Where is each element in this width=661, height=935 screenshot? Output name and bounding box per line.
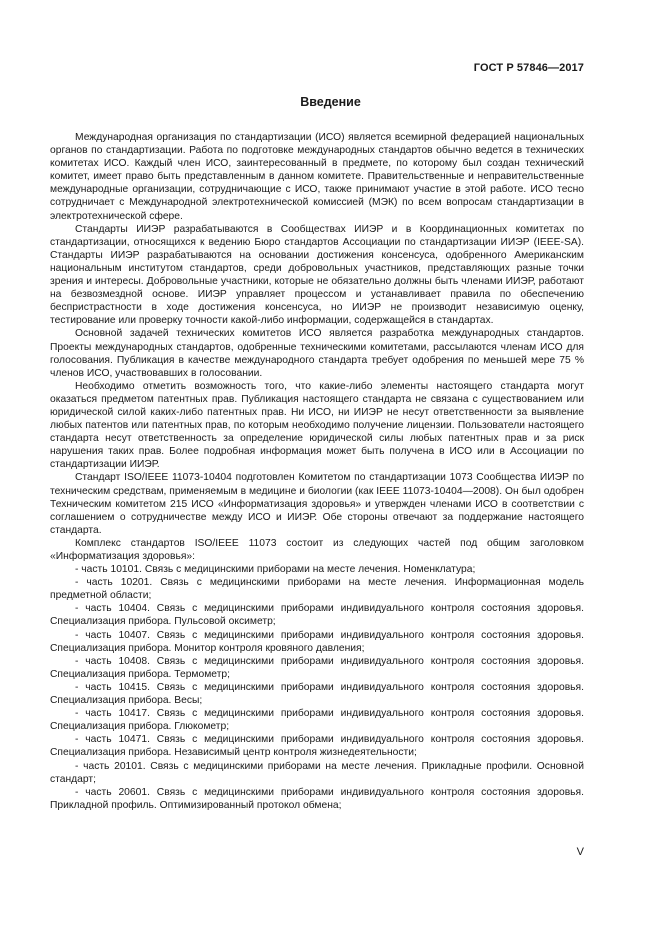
list-item: - часть 10471. Связь с медицинскими приборами индивидуального контроля состояния здоровья. Специализация прибора. Независимый центр контроля жизнедеятельности; bbox=[50, 734, 584, 759]
list-item: - часть 10101. Связь с медицинскими приборами на месте лечения. Номенклатура; bbox=[75, 564, 476, 576]
list-item: - часть 10407. Связь с медицинскими приборами индивидуального контроля состояния здоровья. Специализация прибора. Монитор контроля кровяного давления; bbox=[50, 629, 584, 654]
list-item: - часть 10404. Связь с медицинскими приборами индивидуального контроля состояния здоровья. Специализация прибора. Пульсовой оксиметр; bbox=[50, 603, 584, 628]
section-title: Введение bbox=[300, 95, 361, 109]
page-number: V bbox=[576, 846, 584, 858]
list-item: - часть 10408. Связь с медицинскими приборами индивидуального контроля состояния здоровья. Специализация прибора. Термометр; bbox=[50, 655, 584, 680]
paragraph: Необходимо отметить возможность того, что какие-либо элементы настоящего стандарта могут оказаться предметом патентных прав. Публикация настоящего стандарта не связана с существованием или юридической силой каких-либо патентных прав. Ни ИСО, ни ИИЭР не несут ответственности за выявление любых патентов или патентных прав, по которым необходимо получение лицензии. Пользователи настоящего стандарта несут ответственность за определение юридической силы любых патентных прав и за риск нарушения таких прав. Более подробная информация может быть получена в ИСО или в Ассоциации по стандартизации ИИЭР. bbox=[50, 380, 584, 471]
list-item: - часть 10415. Связь с медицинскими приборами индивидуального контроля состояния здоровья. Специализация прибора. Весы; bbox=[50, 681, 584, 707]
list-item: - часть 10417. Связь с медицинскими приборами индивидуального контроля состояния здоровья. Специализация прибора. Глюкометр; bbox=[50, 708, 584, 733]
paragraph: Основной задачей технических комитетов ИСО является разработка международных стандартов. Проекты международных стандартов, одобренные техническими комитетами, рассылаются членам ИСО для голосования. Публикация в качестве международного стандарта требует одобрения по меньшей мере 75 % членов ИСО, участвовавших в голосовании. bbox=[50, 328, 584, 379]
paragraph: Комплекс стандартов ISO/IEEE 11073 состоит из следующих частей под общим заголовком «Информатизация здоровья»: bbox=[50, 537, 584, 562]
list-item: - часть 20101. Связь с медицинскими приборами на месте лечения. Прикладные профили. Основной стандарт; bbox=[50, 760, 584, 785]
body-text bbox=[50, 131, 584, 812]
list-item: - часть 10201. Связь с медицинскими приборами на месте лечения. Информационная модель предметной области; bbox=[50, 577, 584, 602]
standard-code-header: ГОСТ Р 57846—2017 bbox=[473, 62, 584, 74]
list-item: - часть 20601. Связь с медицинскими приборами индивидуального контроля состояния здоровья. Прикладной профиль. Оптимизированный протокол обмена; bbox=[50, 786, 584, 811]
paragraph: Стандарт ISO/IEEE 11073-10404 подготовлен Комитетом по стандартизации 1073 Сообщества ИИЭР по техническим средствам, применяемым в медицине и биологии (как IEEE 11073-10404—2008). Он был одобрен Техническим комитетом 215 ИСО «Информатизация здоровья» и утвержден членами ИСО в соответствии с соглашением о сотрудничестве между ИСО и ИИЭР. Обе стороны отвечают за поддержание настоящего стандарта. bbox=[50, 472, 584, 536]
paragraph: Стандарты ИИЭР разрабатываются в Сообществах ИИЭР и в Координационных комитетах по стандартизации, относящихся к ведению Бюро стандартов Ассоциации по стандартизации ИИЭР (IEEE-SA). Стандарты ИИЭР разрабатываются на основании достижения консенсуса, одобренного Американским национальным институтом стандартов, среди добровольных участников, представляющих разные точки зрения и интересы. Добровольные участники, которые не обязательно должны быть членами ИИЭР, работают на безвозмездной основе. ИИЭР управляет процессом и устанавливает правила по обеспечению беспристрастности в ходе достижения консенсуса, но ИИЭР не производит независимую оценку, тестирование или проверку точности какой-либо информации, содержащейся в стандартах. bbox=[50, 223, 584, 327]
paragraph: Международная организация по стандартизации (ИСО) является всемирной федерацией национальных органов по стандартизации. Работа по подготовке международных стандартов обычно ведется в технических комитетах ИСО. Каждый член ИСО, заинтересованный в предмете, по которому был создан технический комитет, имеет право быть представленным в данном комитете. Правительственные и неправительственные международные организации, сотрудничающие с ИСО, также принимают участие в этой работе. ИСО тесно сотрудничает с Международной электротехнической комиссией (МЭК) по всем вопросам стандартизации в электротехнической сфере. bbox=[50, 132, 584, 222]
